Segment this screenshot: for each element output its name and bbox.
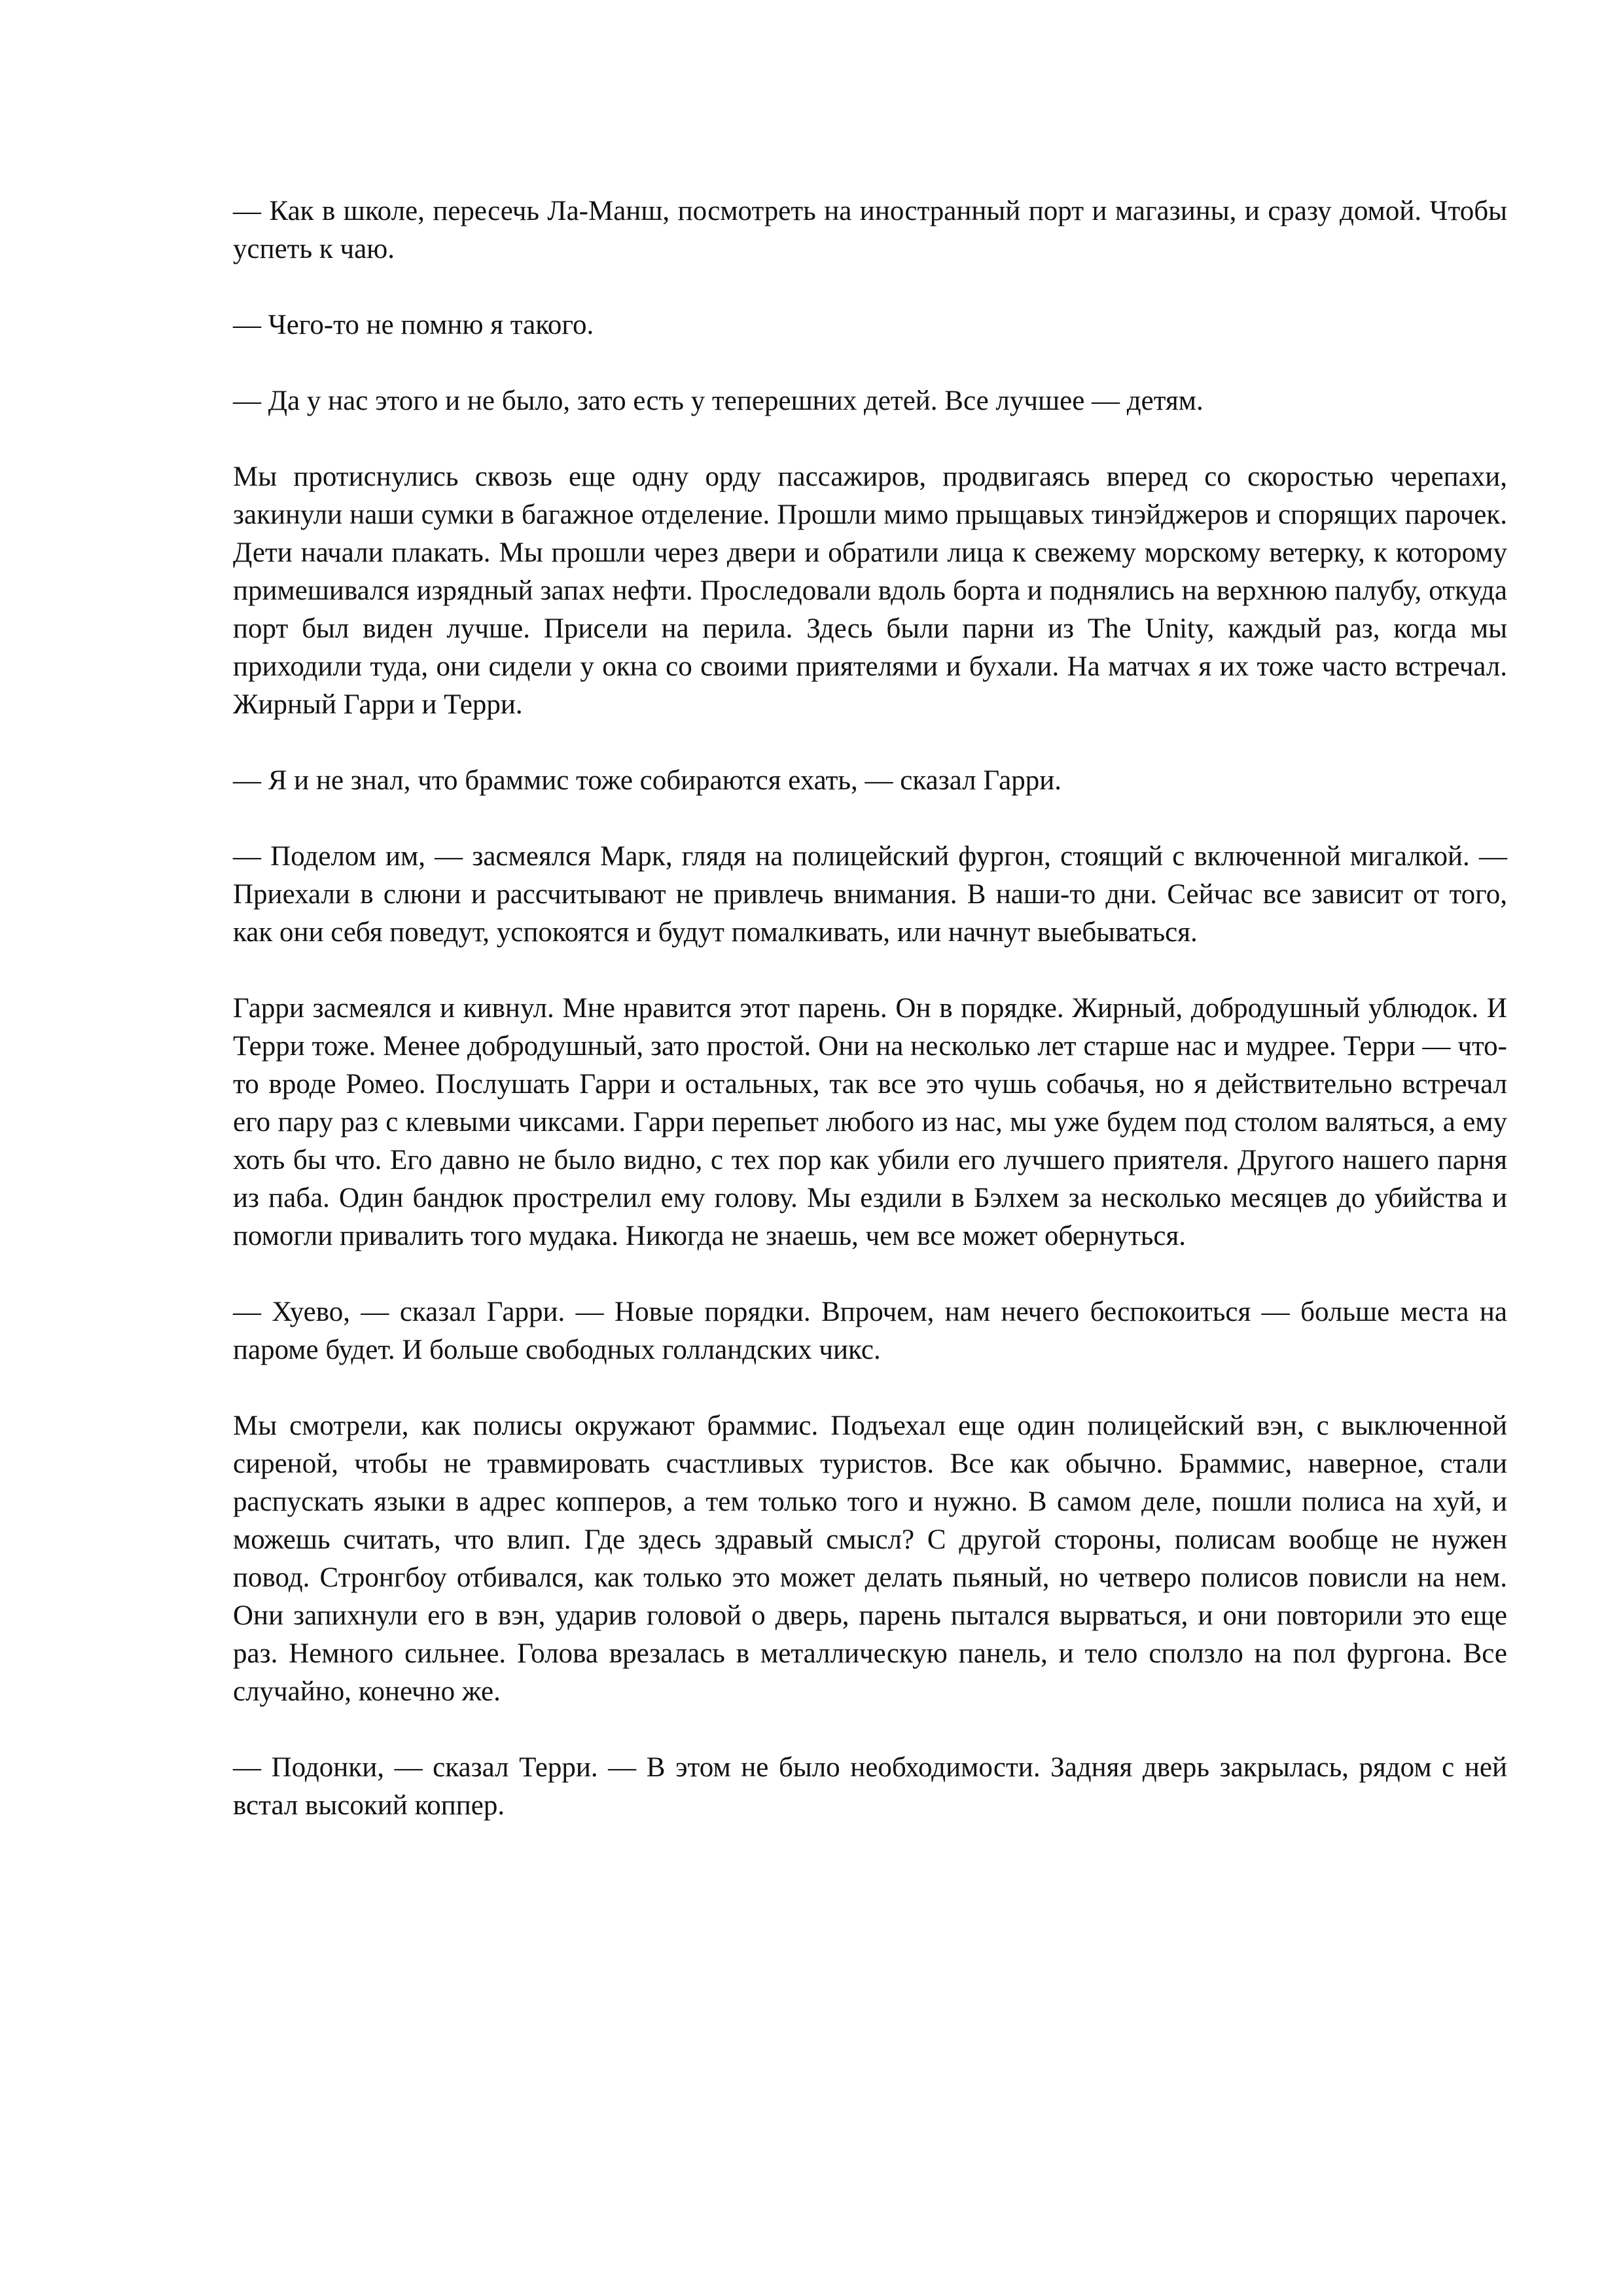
paragraph-1: — Как в школе, пересечь Ла-Манш, посмотреть на иностранный порт и магазины, и сразу домой. Чтобы успеть к чаю. [233,196,1507,264]
paragraph-7: Гарри засмеялся и кивнул. Мне нравится этот парень. Он в порядке. Жирный, добродушный ублюдок. И Терри тоже. Менее добродушный, зато простой. Они на несколько лет старше нас и мудрее. Терри — что-то вроде Ромео. Послушать Гарри и остальных, так все это чушь собачья, но я действительно встречал его пару раз с клевыми чиксами. Гарри перепьет любого из нас, мы уже будем под столом валяться, а ему хоть бы что. Его давно не было видно, с тех пор как убили его лучшего приятеля. Другого нашего парня из паба. Один бандюк прострелил ему голову. Мы ездили в Бэлхем за несколько месяцев до убийства и помогли привалить того мудака. Никогда не знаешь, чем все может обернуться. [233,993,1507,1251]
paragraph-4: Мы протиснулись сквозь еще одну орду пассажиров, продвигаясь вперед со скоростью черепахи, закинули наши сумки в багажное отделение. Прошли мимо прыщавых тинэйджеров и спорящих парочек. Дети начали плакать. Мы прошли через двери и обратили лица к свежему морскому ветерку, к которому примешивался изрядный запах нефти. Проследовали вдоль борта и поднялись на верхнюю палубу, откуда порт был виден лучше. Присели на перила. Здесь были парни из The Unity, каждый раз, когда мы приходили туда, они сидели у окна со своими приятелями и бухали. На матчах я их тоже часто встречал. Жирный Гарри и Терри. [233,461,1507,720]
paragraph-8: — Хуево, — сказал Гарри. — Новые порядки. Впрочем, нам нечего беспокоиться — больше места на пароме будет. И больше свободных голландских чикс. [233,1297,1507,1365]
document-page [233,192,1507,1825]
paragraph-9: Мы смотрели, как полисы окружают браммис. Подъехал еще один полицейский вэн, с выключенной сиреной, чтобы не травмировать счастливых туристов. Все как обычно. Браммис, наверное, стали распускать языки в адрес копперов, а тем только того и нужно. В самом деле, пошли полиса на хуй, и можешь считать, что влип. Где здесь здравый смысл? С другой стороны, полисам вообще не нужен повод. Стронгбоу отбивался, как только это может делать пьяный, но четверо полисов повисли на нем. Они запихнули его в вэн, ударив головой о дверь, парень пытался вырваться, и они повторили это еще раз. Немного сильнее. Голова врезалась в металлическую панель, и тело сползло на пол фургона. Все случайно, конечно же. [233,1410,1507,1707]
paragraph-3: — Да у нас этого и не было, зато есть у теперешних детей. Все лучшее — детям. [233,386,1204,416]
paragraph-10: — Подонки, — сказал Терри. — В этом не было необходимости. Задняя дверь закрылась, рядом с ней встал высокий коппер. [233,1752,1507,1821]
paragraph-5: — Я и не знал, что браммис тоже собираются ехать, — сказал Гарри. [233,765,1062,796]
paragraph-2: — Чего-то не помню я такого. [233,310,594,340]
paragraph-6: — Поделом им, — засмеялся Марк, глядя на полицейский фургон, стоящий с включенной мигалкой. — Приехали в слюни и рассчитывают не привлечь внимания. В наши-то дни. Сейчас все зависит от того, как они себя поведут, успокоятся и будут помалкивать, или начнут выебываться. [233,841,1507,948]
